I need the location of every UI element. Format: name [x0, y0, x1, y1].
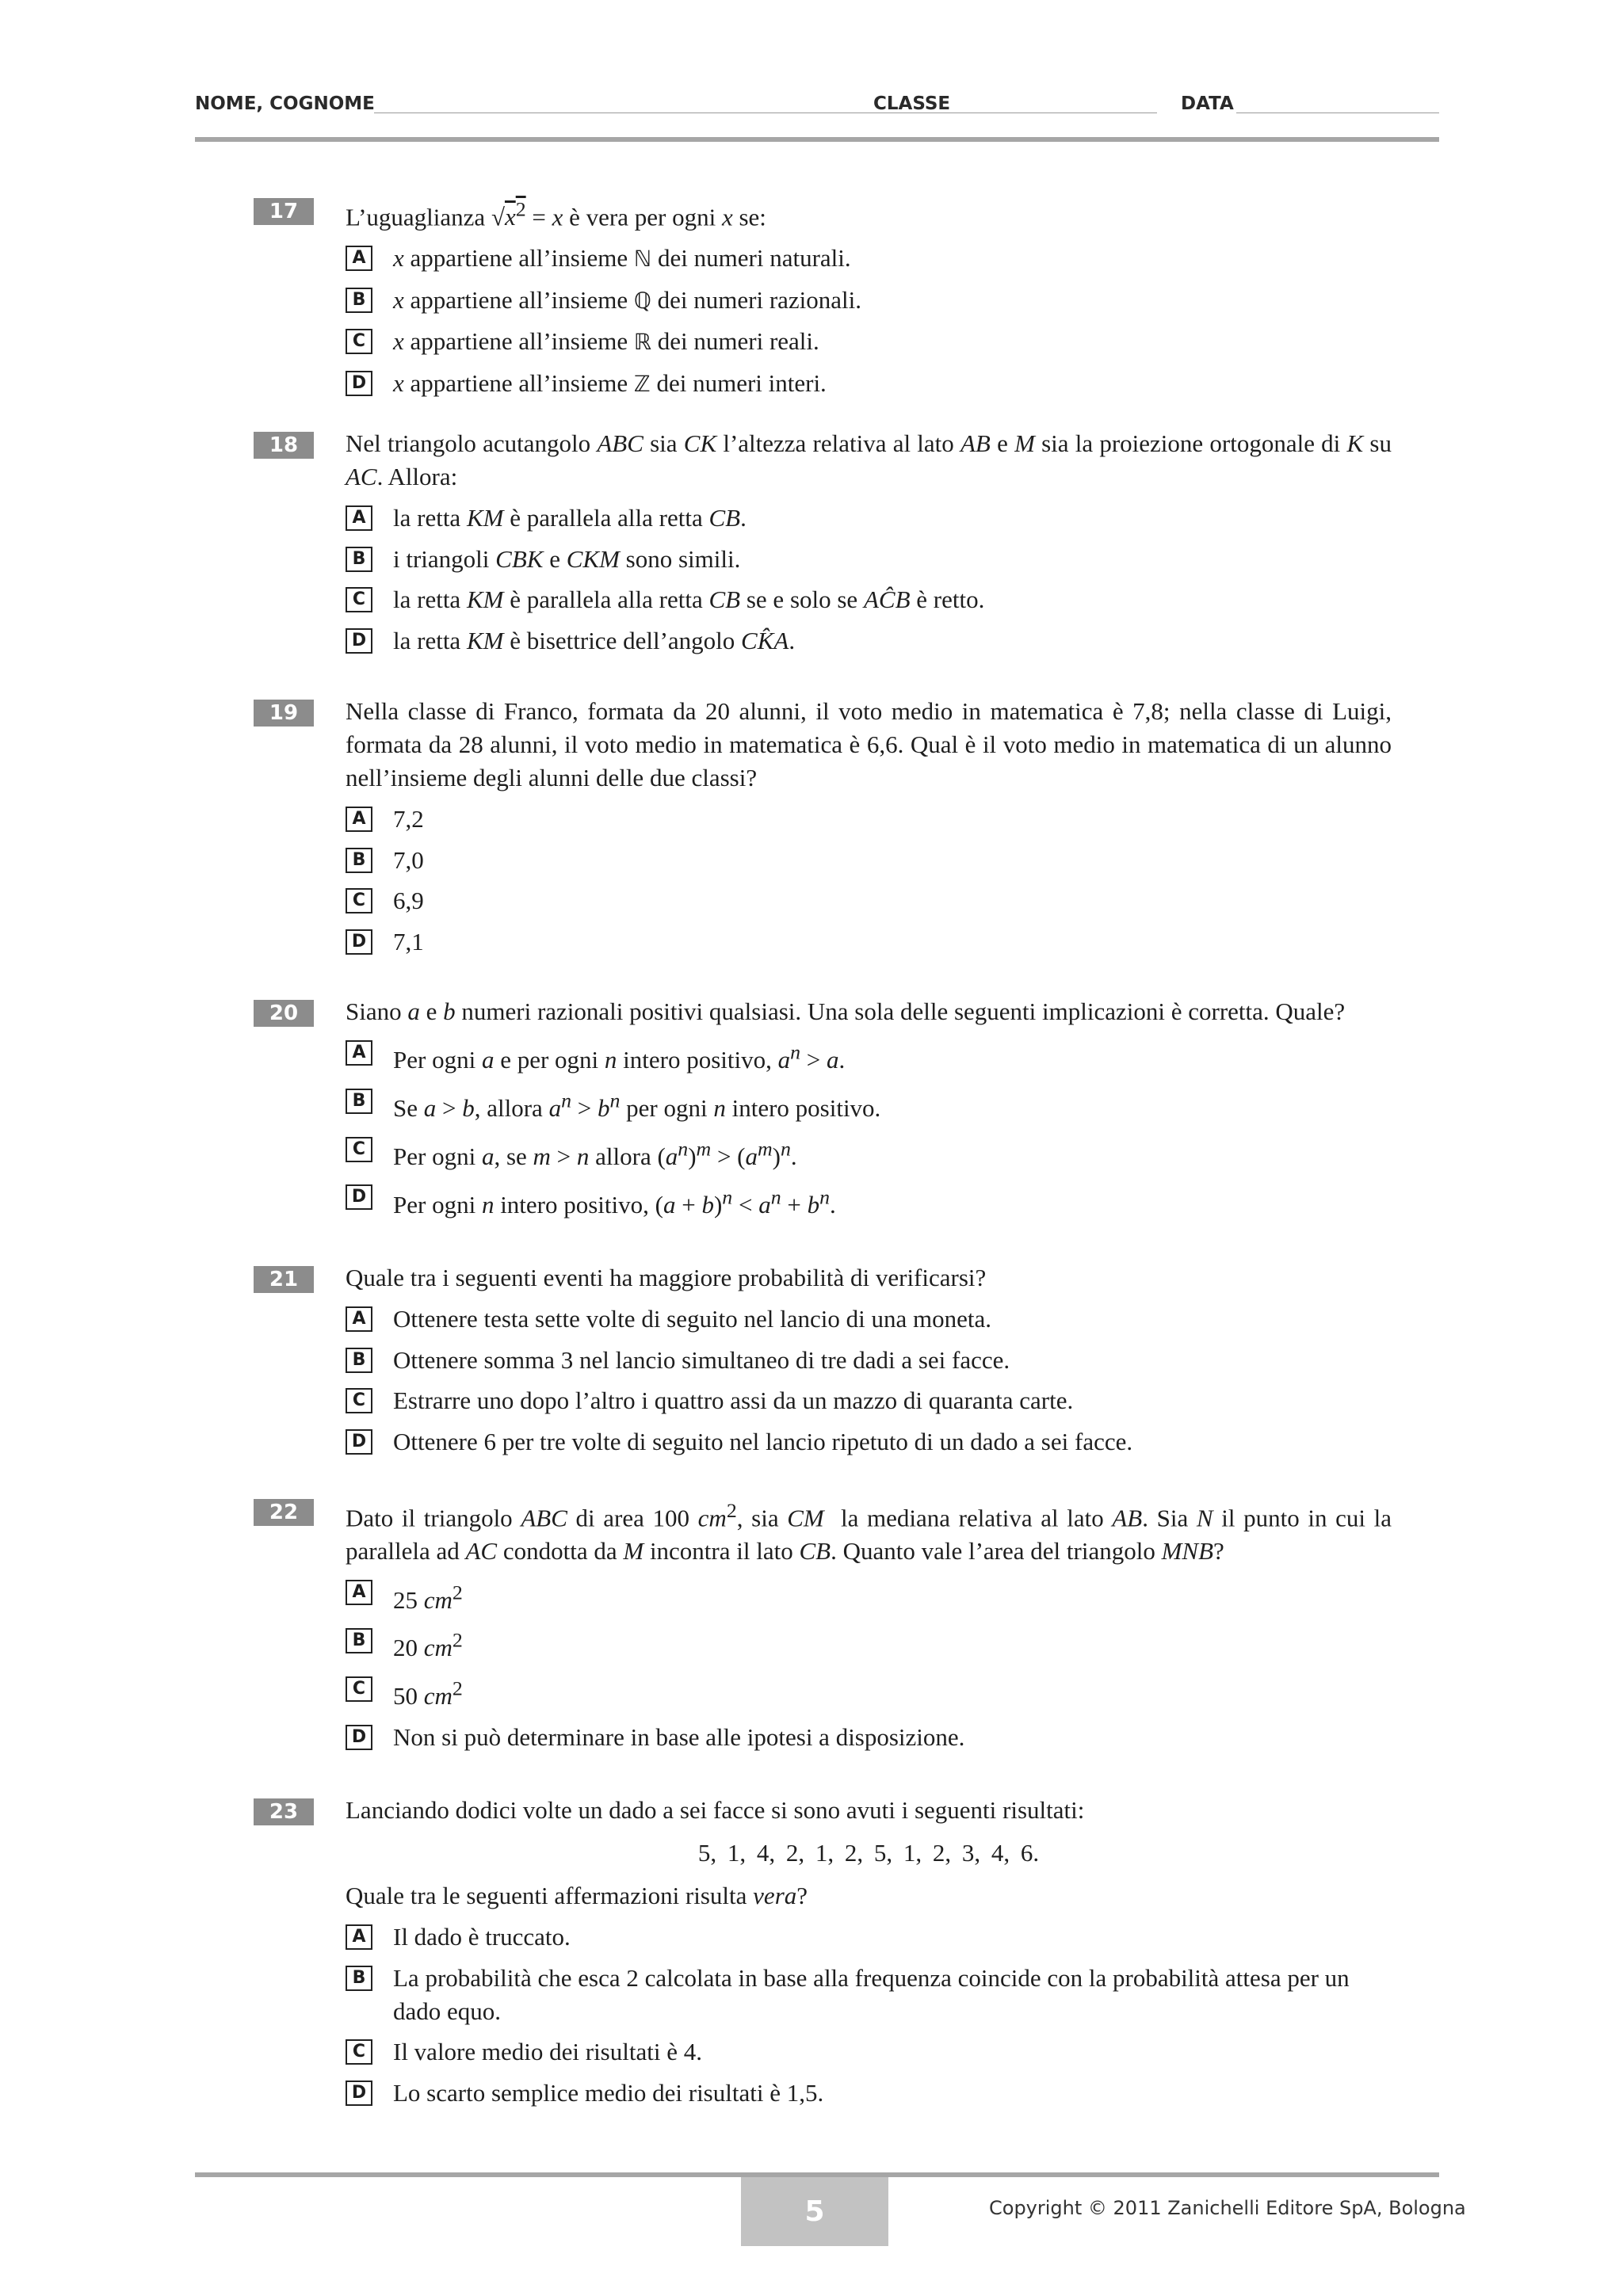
answer-option[interactable]: [346, 803, 1392, 836]
question-21: [195, 1261, 1415, 1466]
answer-option[interactable]: [346, 325, 1392, 359]
question-number: 19: [254, 700, 314, 727]
option-text: Ottenere 6 per tre volte di seguito nel lancio ripetuto di un dado a sei facce.: [393, 1427, 1133, 1455]
option-letter-box[interactable]: A: [346, 1924, 372, 1950]
option-letter-box[interactable]: D: [346, 1725, 372, 1750]
question-18: [195, 427, 1415, 665]
option-letter-box[interactable]: B: [346, 547, 372, 572]
answer-option[interactable]: [346, 1576, 1392, 1616]
answer-option[interactable]: [346, 367, 1392, 401]
answer-option[interactable]: [346, 1036, 1392, 1077]
student-info-header: [195, 90, 1439, 119]
option-letter-box[interactable]: D: [346, 929, 372, 955]
answer-option[interactable]: [346, 1302, 1392, 1336]
answer-option[interactable]: [346, 1180, 1392, 1221]
option-text: Per ogni n intero positivo, $(a + b)^n < a^n + b^n$.: [393, 1185, 836, 1219]
option-text: 50 $cm^2$: [393, 1676, 463, 1711]
option-text: Ottenere somma 3 nel lancio simultaneo di tre dadi a sei facce.: [393, 1345, 1010, 1374]
answer-option[interactable]: [346, 284, 1392, 318]
answer-options: [346, 1576, 1415, 1753]
question-number: 20: [254, 1000, 314, 1027]
option-text: Per ogni a e per ogni n intero positivo, $a^n > a$.: [393, 1041, 846, 1074]
option-letter-box[interactable]: B: [346, 288, 372, 313]
answer-option[interactable]: [346, 1672, 1392, 1713]
option-letter-box[interactable]: A: [346, 1306, 372, 1332]
option-letter-box[interactable]: A: [346, 807, 372, 832]
option-text: Il valore medio dei risultati è 4.: [393, 2038, 702, 2065]
answer-option[interactable]: [346, 925, 1392, 959]
answer-option[interactable]: [346, 884, 1392, 917]
answer-option[interactable]: [346, 2035, 1392, 2069]
question-text: Nel triangolo acutangolo ABC sia CK l’altezza relativa al lato AB e M sia la proiezione ortogonale di K su AC. Allora:: [346, 429, 1392, 490]
question-text: Nella classe di Franco, formata da 20 alunni, il voto medio in matematica è 7,8; nella classe di Luigi, formata da 28 alunni, il voto medio in matematica è 6,6. Qual è il voto medio in matematica di un alunno nell’insieme degli alunni delle due classi?: [346, 697, 1392, 791]
option-letter-box[interactable]: D: [346, 1429, 372, 1455]
option-letter-box[interactable]: C: [346, 1137, 372, 1162]
option-text: Estrarre uno dopo l’altro i quattro assi da un mazzo di quaranta carte.: [393, 1386, 1074, 1414]
question-text: Dato il triangolo ABC di area 100 $cm^2$, sia CM la mediana relativa al lato AB. Sia N il punto in cui la parallela ad AC condotta da M incontra il lato CB. Quanto vale l’area del triangolo MNB?: [346, 1499, 1392, 1566]
answer-options: [346, 502, 1415, 658]
answer-option[interactable]: [346, 1133, 1392, 1173]
question-19: [195, 695, 1415, 966]
answer-option[interactable]: [346, 1384, 1392, 1417]
date-label: DATA: [1181, 93, 1234, 114]
option-text: Lo scarto semplice medio dei risultati è 1,5.: [393, 2078, 824, 2107]
option-text: Ottenere testa sette volte di seguito nel lancio di una moneta.: [393, 1305, 991, 1333]
page-number: 5: [741, 2177, 888, 2246]
option-text: x appartiene all’insieme ℕ dei numeri naturali.: [393, 244, 851, 273]
option-letter-box[interactable]: C: [346, 329, 372, 354]
option-letter-box[interactable]: D: [346, 2081, 372, 2106]
option-letter-box[interactable]: B: [346, 1348, 372, 1373]
answer-options: [346, 1920, 1415, 2110]
option-letter-box[interactable]: B: [346, 1089, 372, 1114]
question-text: L’uguaglianza $√x^2 = x$ è vera per ogni x se:: [346, 198, 766, 231]
option-text: 7,1: [393, 927, 424, 955]
option-letter-box[interactable]: C: [346, 1676, 372, 1702]
answer-option[interactable]: [346, 624, 1392, 658]
header-divider: [195, 137, 1439, 142]
option-letter-box[interactable]: D: [346, 371, 372, 396]
answer-option[interactable]: [346, 1962, 1392, 2028]
question-followup: Quale tra le seguenti affermazioni risulta vera?: [346, 1882, 808, 1909]
option-text: La probabilità che esca 2 calcolata in base alla frequenza coincide con la probabilità attesa per un dado equo.: [393, 1963, 1350, 2025]
option-text: 25 $cm^2$: [393, 1581, 463, 1614]
option-text: i triangoli CBK e CKM sono simili.: [393, 544, 741, 573]
answer-option[interactable]: [346, 1721, 1392, 1754]
question-number: 23: [254, 1798, 314, 1825]
option-text: Non si può determinare in base alle ipotesi a disposizione.: [393, 1722, 965, 1751]
answer-options: [346, 242, 1415, 401]
option-text: la retta KM è bisettrice dell’angolo CK̂A.: [393, 626, 796, 654]
option-letter-box[interactable]: C: [346, 2039, 372, 2065]
option-text: Per ogni a, se m > n allora $(a^n)^m > (a^m)^n$.: [393, 1137, 797, 1170]
question-number: 17: [254, 198, 314, 225]
option-letter-box[interactable]: C: [346, 587, 372, 612]
option-letter-box[interactable]: D: [346, 628, 372, 654]
question-20: [195, 995, 1415, 1229]
answer-option[interactable]: [346, 1085, 1392, 1125]
option-text: 7,2: [393, 805, 424, 833]
option-text: 20 $cm^2$: [393, 1629, 463, 1662]
option-letter-box[interactable]: A: [346, 1040, 372, 1066]
option-text: Se a > b, allora $a^n > b^n$ per ogni n intero positivo.: [393, 1089, 881, 1123]
question-text: Quale tra i seguenti eventi ha maggiore probabilità di verificarsi?: [346, 1264, 987, 1291]
option-text: x appartiene all’insieme ℚ dei numeri razionali.: [393, 285, 862, 314]
class-label: CLASSE: [873, 93, 951, 114]
answer-option[interactable]: [346, 242, 1392, 276]
option-letter-box[interactable]: B: [346, 1966, 372, 1991]
answer-option[interactable]: [346, 844, 1392, 877]
name-label: NOME, COGNOME: [195, 93, 375, 114]
question-22: [195, 1494, 1415, 1761]
option-letter-box[interactable]: B: [346, 1628, 372, 1653]
question-number: 22: [254, 1499, 314, 1526]
question-number: 18: [254, 432, 314, 459]
answer-option[interactable]: [346, 1624, 1392, 1665]
option-letter-box[interactable]: A: [346, 1580, 372, 1605]
option-letter-box[interactable]: D: [346, 1184, 372, 1210]
answer-options: [346, 1302, 1415, 1459]
answer-options: [346, 803, 1415, 959]
copyright-notice: Copyright © 2011 Zanichelli Editore SpA, Bologna: [989, 2197, 1466, 2219]
answer-option[interactable]: [346, 1920, 1392, 1954]
option-text: x appartiene all’insieme ℝ dei numeri reali.: [393, 327, 819, 356]
option-text: Il dado è truccato.: [393, 1923, 571, 1951]
answer-option[interactable]: [346, 2077, 1392, 2110]
dice-results: 5, 1, 4, 2, 1, 2, 5, 1, 2, 3, 4, 6.: [697, 1839, 1040, 1867]
option-text: la retta KM è parallela alla retta CB se e solo se AĈB è retto.: [393, 585, 985, 613]
answer-options: [346, 1036, 1415, 1222]
option-text: 7,0: [393, 845, 424, 874]
question-text: Lanciando dodici volte un dado a sei facce si sono avuti i seguenti risultati:: [346, 1796, 1085, 1824]
question-17: [195, 193, 1415, 408]
answer-option[interactable]: [346, 543, 1392, 576]
answer-option[interactable]: [346, 583, 1392, 616]
question-23: [195, 1794, 1415, 2117]
option-text: 6,9: [393, 887, 424, 914]
answer-option[interactable]: [346, 1425, 1392, 1459]
option-letter-box[interactable]: C: [346, 1388, 372, 1413]
question-text: Siano a e b numeri razionali positivi qualsiasi. Una sola delle seguenti implicazioni è corretta. Quale?: [346, 997, 1346, 1025]
option-text: x appartiene all’insieme ℤ dei numeri interi.: [393, 368, 827, 397]
option-letter-box[interactable]: B: [346, 848, 372, 873]
option-letter-box[interactable]: A: [346, 246, 372, 271]
answer-option[interactable]: [346, 502, 1392, 535]
option-letter-box[interactable]: C: [346, 888, 372, 913]
question-number: 21: [254, 1266, 314, 1293]
option-text: la retta KM è parallela alla retta CB.: [393, 504, 747, 532]
answer-option[interactable]: [346, 1344, 1392, 1377]
option-letter-box[interactable]: A: [346, 505, 372, 531]
